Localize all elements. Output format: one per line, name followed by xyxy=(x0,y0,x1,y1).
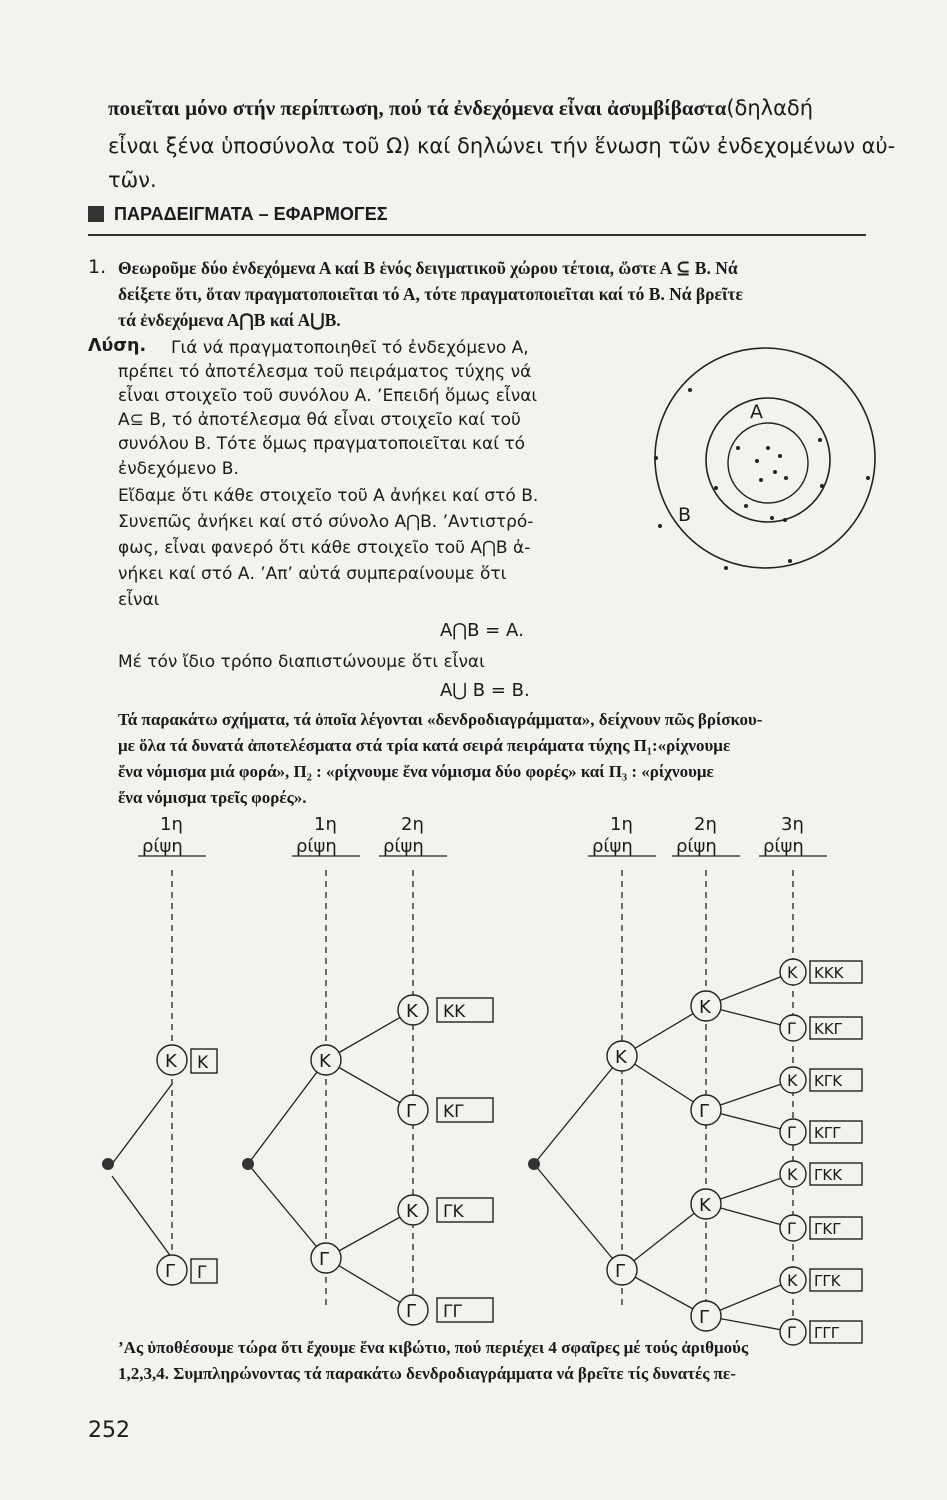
tree3-col3-ordinal: 3η xyxy=(781,814,804,835)
svg-text:ΓΓ: ΓΓ xyxy=(443,1302,462,1322)
equation-union: Α⋃ Β = Β. xyxy=(440,680,530,701)
tree2-node-2 xyxy=(398,995,493,1025)
svg-text:Κ: Κ xyxy=(787,1071,798,1090)
tree3-node-2 xyxy=(691,1095,721,1125)
svg-text:ΚΓ: ΚΓ xyxy=(443,1102,464,1122)
tree1-col1-toss: ρίψη xyxy=(142,836,183,857)
svg-text:Γ: Γ xyxy=(319,1249,330,1270)
tree3-col1-toss: ρίψη xyxy=(592,836,633,857)
tree1-col1-ordinal: 1η xyxy=(160,814,183,835)
example-line-3: τά ἐνδεχόμενα Α⋂Β καί Α⋃Β. xyxy=(118,310,341,330)
caption-line-3: ἕνα νόμισμα μιά φορά», Π₂ : «ρίχνουμε ἕνα νόμισμα δύο φορές» καί Π₃ : «ρίχνουμε xyxy=(118,762,714,781)
svg-text:ΓΚΓ: ΓΚΓ xyxy=(814,1220,841,1238)
venn-label-a: Α xyxy=(750,401,763,423)
tree3-root xyxy=(528,1158,540,1170)
svg-text:ΚΚΓ: ΚΚΓ xyxy=(814,1020,843,1038)
solution-label: Λύση. xyxy=(88,336,147,356)
svg-text:Γ: Γ xyxy=(197,1263,207,1283)
svg-text:Γ: Γ xyxy=(787,1323,796,1342)
tree3-node-3 xyxy=(780,1067,862,1093)
svg-text:Γ: Γ xyxy=(787,1019,796,1038)
solution-line: φως, εἶναι φανερό ὅτι κάθε στοιχεῖο τοῦ Α⋂Β ἀ- xyxy=(118,538,531,558)
solution-line: εἶναι στοιχεῖο τοῦ συνόλου Α. ’Επειδή ὅμως εἶναι xyxy=(118,386,538,406)
tree3-node-3 xyxy=(780,1319,862,1345)
intro-bold: ποιεῖται μόνο στήν περίπτωση, πού τά ἐνδεχόμενα εἶναι ἀσυμβίβαστα xyxy=(108,96,727,120)
tree3-node-1-heads xyxy=(607,1041,637,1071)
solution-line: Γιά νά πραγματοποιηθεῖ τό ἐνδεχόμενο Α, xyxy=(171,338,529,358)
svg-text:ΓΓΓ: ΓΓΓ xyxy=(814,1324,840,1342)
example-line-1: Θεωροῦμε δύο ἐνδεχόμενα Α καί Β ἑνός δειγματικοῦ χώρου τέτοια, ὥστε Α ⊆ Β. Νά xyxy=(118,258,738,278)
svg-text:Κ: Κ xyxy=(787,1271,798,1290)
svg-text:Γ: Γ xyxy=(787,1219,796,1238)
svg-text:Κ: Κ xyxy=(165,1051,177,1072)
caption-line-1: Τά παρακάτω σχήματα, τά ὁποῖα λέγονται «δενδροδιαγράμματα», δείχνουν πῶς βρίσκου- xyxy=(118,710,763,729)
tree3-node-3 xyxy=(780,1267,862,1293)
example-line-2: δείξετε ὅτι, ὅταν πραγματοποιεῖται τό Α, τότε πραγματοποιεῖται καί τό Β. Νά βρεῖτε xyxy=(118,284,743,304)
svg-text:Κ: Κ xyxy=(615,1047,627,1068)
intro-line-3: τῶν. xyxy=(108,168,157,192)
intro-line-2: εἶναι ξένα ὑποσύνολα τοῦ Ω) καί δηλώνει τήν ἕνωση τῶν ἐνδεχομένων αὐ- xyxy=(108,134,896,158)
solution-line: Εἴδαμε ὅτι κάθε στοιχεῖο τοῦ Α ἀνήκει καί στό Β. xyxy=(118,486,539,506)
tree3-col2-ordinal: 2η xyxy=(694,814,717,835)
solution-line: ἐνδεχόμενο Β. xyxy=(118,459,239,479)
tree2-col2-toss: ρίψη xyxy=(383,836,424,857)
intro-rest: (δηλαδή xyxy=(726,96,814,120)
svg-text:Γ: Γ xyxy=(699,1101,710,1122)
tree3-node-3 xyxy=(780,1215,862,1241)
solution-line: πρέπει τό ἀποτέλεσμα τοῦ πειράματος τύχης νά xyxy=(118,362,532,382)
caption-line-2: με ὅλα τά δυνατά ἀποτελέσματα στά τρία κατά σειρά πειράματα τύχης Π₁:«ρίχνουμε xyxy=(118,736,731,755)
heading-square-icon xyxy=(88,206,104,222)
tree3-node-2 xyxy=(691,1301,721,1331)
svg-text:Γ: Γ xyxy=(406,1101,417,1122)
svg-text:Γ: Γ xyxy=(406,1301,417,1322)
svg-text:ΓΓΚ: ΓΓΚ xyxy=(814,1272,841,1290)
svg-text:Κ: Κ xyxy=(319,1051,331,1072)
solution-line: εἶναι xyxy=(118,590,160,610)
tree1-outcome xyxy=(191,1049,217,1073)
svg-text:Κ: Κ xyxy=(406,1201,418,1222)
svg-text:ΓΚΚ: ΓΚΚ xyxy=(814,1166,843,1184)
svg-text:ΚΚ: ΚΚ xyxy=(443,1002,466,1022)
solution-line: Α⊆ Β, τό ἀποτέλεσμα θά εἶναι στοιχεῖο καί τοῦ xyxy=(118,410,521,430)
svg-text:Γ: Γ xyxy=(787,1123,796,1142)
page-number: 252 xyxy=(88,1418,130,1443)
tree-diagrams xyxy=(0,810,947,1350)
example-number: 1. xyxy=(88,256,107,278)
solution-line: νήκει καί στό Α. ’Απ’ αὐτά συμπεραίνουμε ὅτι xyxy=(118,564,507,584)
tree2-col2-ordinal: 2η xyxy=(401,814,424,835)
section-heading xyxy=(88,204,388,225)
venn-circle-b xyxy=(655,348,875,568)
tree2-node-2 xyxy=(398,1195,493,1225)
tree3-node-3 xyxy=(780,1119,862,1145)
tree3-node-3 xyxy=(780,959,862,985)
solution-line-same: Μέ τόν ἴδιο τρόπο διαπιστώνουμε ὅτι εἶναι xyxy=(118,652,485,672)
tree2-col1-toss: ρίψη xyxy=(296,836,337,857)
tree2-node-2 xyxy=(398,1295,493,1325)
svg-text:Κ: Κ xyxy=(406,1001,418,1022)
tree1-root xyxy=(102,1158,114,1170)
caption-line-4: ἕνα νόμισμα τρεῖς φορές». xyxy=(118,788,307,807)
equation-intersection: Α⋂Β = Α. xyxy=(440,620,524,641)
intro-line-1 xyxy=(108,96,813,121)
venn-diagram xyxy=(620,330,880,590)
tree2-node-1-heads xyxy=(311,1045,341,1075)
svg-text:ΚΓΚ: ΚΓΚ xyxy=(814,1072,843,1090)
tree3-col2-toss: ρίψη xyxy=(676,836,717,857)
tree3-col1-ordinal: 1η xyxy=(610,814,633,835)
venn-label-b: Β xyxy=(678,504,692,526)
tree2-col1-ordinal: 1η xyxy=(314,814,337,835)
tree2-node-1-tails xyxy=(311,1243,341,1273)
svg-text:ΓΚ: ΓΚ xyxy=(443,1202,464,1222)
tree1-outcome xyxy=(191,1259,217,1283)
section-heading-text: ΠΑΡΑΔΕΙΓΜΑΤΑ – ΕΦΑΡΜΟΓΕΣ xyxy=(114,204,388,224)
footer-line-1: ’Ας ὑποθέσουμε τώρα ὅτι ἔχουμε ἕνα κιβώτιο, πού περιέχει 4 σφαῖρες μέ τούς ἀριθμούς xyxy=(118,1338,749,1357)
tree3-col3-toss: ρίψη xyxy=(763,836,804,857)
tree1-node-heads xyxy=(157,1045,187,1075)
svg-text:ΚΚΚ: ΚΚΚ xyxy=(814,964,844,982)
tree3-node-2 xyxy=(691,991,721,1021)
tree3-node-2 xyxy=(691,1189,721,1219)
tree3-node-1-tails xyxy=(607,1255,637,1285)
svg-text:Κ: Κ xyxy=(699,1195,711,1216)
solution-line: συνόλου Β. Τότε ὅμως πραγματοποιεῖται καί τό xyxy=(118,434,526,454)
tree2-node-2 xyxy=(398,1095,493,1125)
svg-text:Κ: Κ xyxy=(787,1165,798,1184)
footer-line-2: 1,2,3,4. Συμπληρώνοντας τά παρακάτω δενδροδιαγράμματα νά βρεῖτε τίς δυνατές πε- xyxy=(118,1364,736,1383)
tree3-node-3 xyxy=(780,1161,862,1187)
heading-rule xyxy=(88,234,866,236)
tree3-node-3 xyxy=(780,1015,862,1041)
solution-line: Συνεπῶς ἀνήκει καί στό σύνολο Α⋂Β. ’Αντιστρό- xyxy=(118,512,534,532)
svg-text:Γ: Γ xyxy=(615,1261,626,1282)
tree2-root xyxy=(242,1158,254,1170)
venn-circle-inner xyxy=(728,423,808,503)
svg-text:Γ: Γ xyxy=(165,1261,176,1282)
tree1-node-tails xyxy=(157,1255,187,1285)
svg-text:Κ: Κ xyxy=(699,997,711,1018)
svg-text:Γ: Γ xyxy=(699,1307,710,1328)
svg-text:ΚΓΓ: ΚΓΓ xyxy=(814,1124,841,1142)
svg-text:Κ: Κ xyxy=(787,963,798,982)
svg-text:Κ: Κ xyxy=(197,1053,209,1073)
